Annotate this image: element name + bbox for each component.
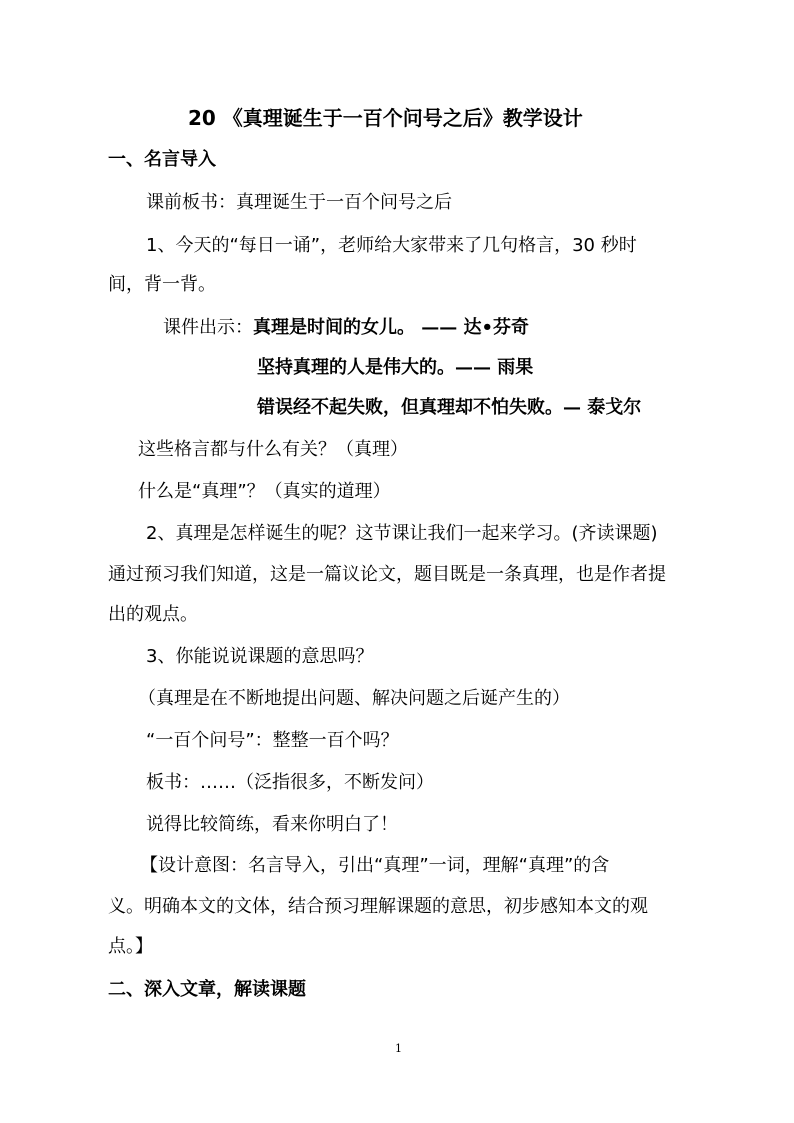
section-heading-2: 二、深入文章，解读课题 — [108, 979, 306, 1000]
quote-1: 真理是时间的女儿。 —— 达•芬奇 — [253, 317, 530, 338]
courseware-label: 课件出示： — [163, 317, 253, 338]
quote-3: 错误经不起失败，但真理却不怕失败。— 泰戈尔 — [257, 397, 642, 418]
section-heading-1: 一、名言导入 — [108, 149, 216, 170]
paragraph-1-line-1: 1、今天的“每日一诵”，老师给大家带来了几句格言，30 秒时 — [146, 235, 637, 256]
quote-2: 坚持真理的人是伟大的。—— 雨果 — [257, 357, 534, 378]
paragraph-2-line-1: 2、真理是怎样诞生的呢？这节课让我们一起来学习。(齐读课题) — [146, 523, 658, 544]
board-note-2: 板书：……（泛指很多，不断发问） — [146, 772, 434, 793]
question-1: 这些格言都与什么有关？（真理） — [138, 439, 408, 460]
paragraph-3: 3、你能说说课题的意思吗？ — [146, 646, 374, 667]
design-intent-line-2: 义。明确本文的文体，结合预习理解课题的意思，初步感知本文的观 — [108, 896, 648, 917]
paragraph-2-line-2: 通过预习我们知道，这是一篇议论文，题目既是一条真理，也是作者提 — [108, 564, 666, 585]
board-pre-text: 课前板书：真理诞生于一百个问号之后 — [146, 192, 452, 213]
hundred-questions: “一百个问号”：整整一百个吗？ — [146, 730, 399, 751]
design-intent-line-3: 点。】 — [108, 936, 153, 957]
courseware-line — [163, 316, 529, 340]
document-title: 20 《真理诞生于一百个问号之后》教学设计 — [188, 106, 583, 130]
paragraph-2-line-3: 出的观点。 — [108, 604, 198, 625]
page-number: 1 — [395, 1042, 402, 1055]
answer-3: （真理是在不断地提出问题、解决问题之后诞产生的） — [138, 688, 570, 709]
paragraph-1-line-2: 间，背一背。 — [108, 274, 216, 295]
praise-text: 说得比较简练，看来你明白了！ — [146, 814, 398, 835]
question-2: 什么是“真理”？（真实的道理） — [138, 481, 391, 502]
design-intent-line-1: 【设计意图：名言导入，引出“真理”一词，理解“真理”的含 — [140, 855, 610, 876]
